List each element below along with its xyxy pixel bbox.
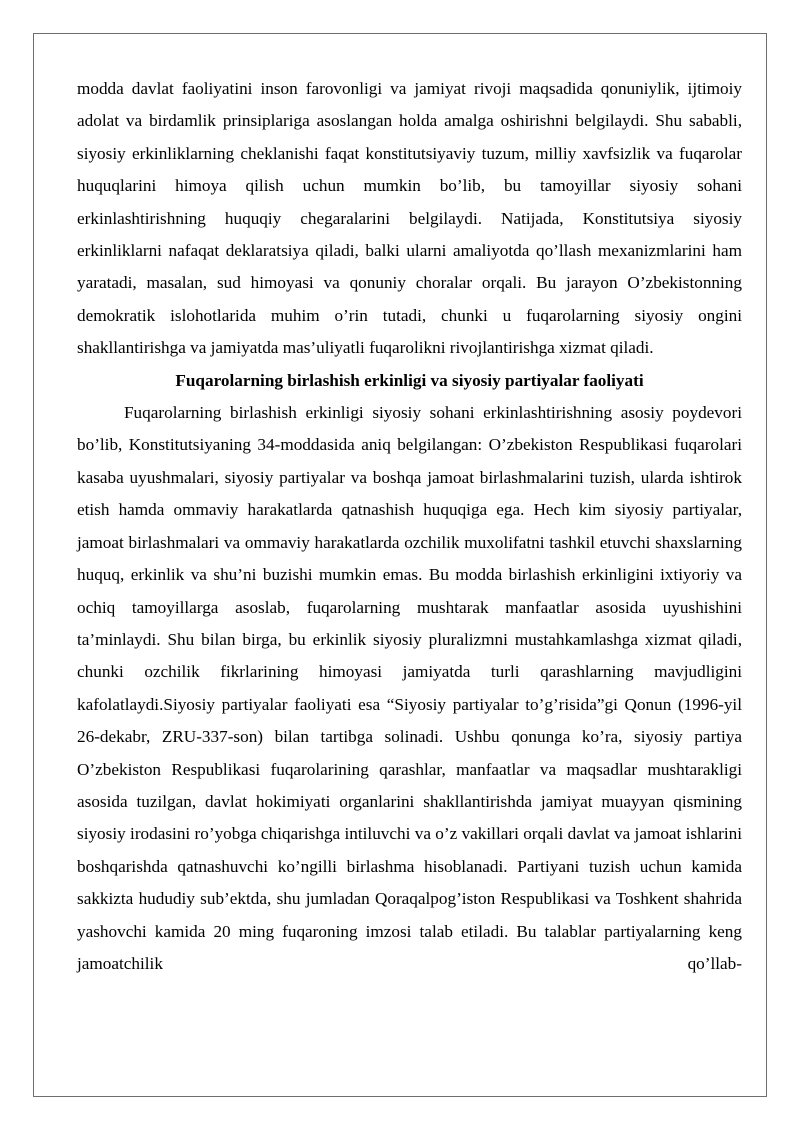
- paragraph-constitution-principles: modda davlat faoliyatini inson farovonligi va jamiyat rivoji maqsadida qonuniylik, ijtimoiy adolat va birdamlik prinsiplariga asoslangan holda amalga oshirishni belgilaydi. Shu sababli, siyosiy erkinliklarning cheklanishi faqat konstitutsiyaviy tuzum, milliy xavfsizlik va fuqarolar huquqlarini himoya qilish uchun mumkin bo’lib, bu tamoyillar siyosiy sohani erkinlashtirishning huquqiy chegaralarini belgilaydi. Natijada, Konstitutsiya siyosiy erkinliklarni nafaqat deklaratsiya qiladi, balki ularni amaliyotda qo’llash mexanizmlarini ham yaratadi, masalan, sud himoyasi va qonuniy choralar orqali. Bu jarayon O’zbekistonning demokratik islohotlarida muhim o’rin tutadi, chunki u fuqarolarning siyosiy ongini shakllantirishga va jamiyatda mas’uliyatli fuqarolikni rivojlantirishga xizmat qiladi.: [77, 79, 742, 358]
- section-heading: Fuqarolarning birlashish erkinligi va siyosiy partiyalar faoliyati: [175, 370, 644, 390]
- document-body: [77, 73, 742, 980]
- paragraph-freedom-of-association: Fuqarolarning birlashish erkinligi siyosiy sohani erkinlashtirishning asosiy poydevori bo’lib, Konstitutsiyaning 34-moddasida aniq belgilangan: O’zbekiston Respublikasi fuqarolari kasaba uyushmalari, siyosiy partiyalar va boshqa jamoat birlashmalarini tuzish, ularda ishtirok etish hamda ommaviy harakatlarda qatnashish huquqiga ega. Hech kim siyosiy partiyalar, jamoat birlashmalari va ommaviy harakatlarda ozchilik muxolifatni tashkil etuvchi shaxslarning huquq, erkinlik va shu’ni buzishi mumkin emas. Bu modda birlashish erkinligini ixtiyoriy va ochiq tamoyillarga asoslab, fuqarolarning mushtarak manfaatlar asosida uyushishini ta’minlaydi. Shu bilan birga, bu erkinlik siyosiy pluralizmni mustahkamlashga xizmat qiladi, chunki ozchilik fikrlarining himoyasi jamiyatda turli qarashlarning mavjudligini kafolatlaydi.Siyosiy partiyalar faoliyati esa “Siyosiy partiyalar to’g’risida”gi Qonun (1996-yil 26-dekabr, ZRU-337-son) bilan tartibga solinadi. Ushbu qonunga ko’ra, siyosiy partiya O’zbekiston Respublikasi fuqarolarining qarashlar, manfaatlar va maqsadlar mushtarakligi asosida tuzilgan, davlat hokimiyati organlarini shakllantirishda jamiyat muayyan qismining siyosiy irodasini ro’yobga chiqarishga intiluvchi va o’z vakillari orqali davlat va jamoat ishlarini boshqarishda qatnashuvchi ko’ngilli birlashma hisoblanadi. Partiyani tuzish uchun kamida sakkizta hududiy sub’ektda, shu jumladan Qoraqalpog’iston Respublikasi va Toshkent shahrida yashovchi kamida 20 ming fuqaroning imzosi talab etiladi. Bu talablar partiyalarning keng jamoatchilik qo’llab-: [77, 403, 742, 973]
